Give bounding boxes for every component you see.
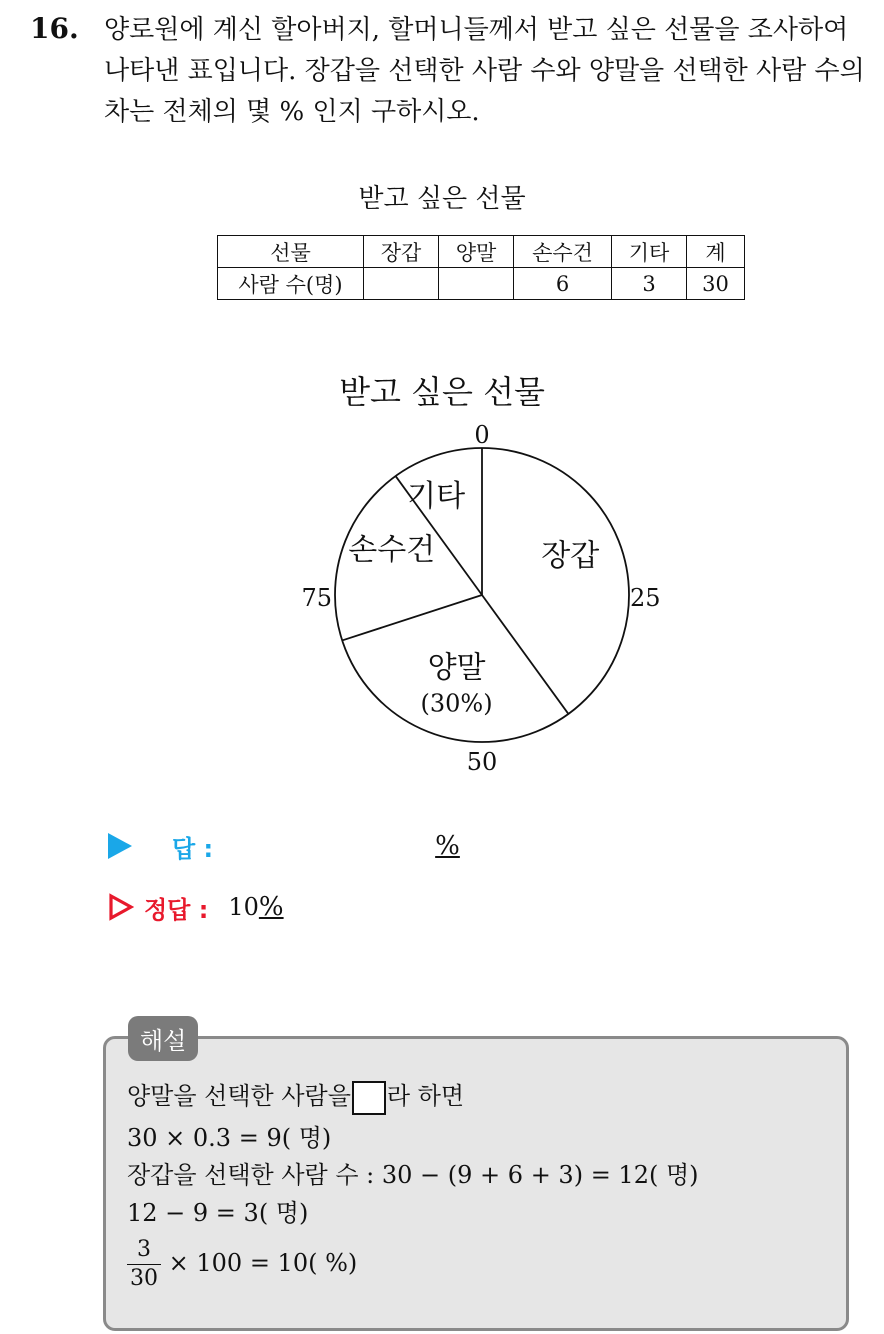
filled-triangle-icon <box>108 833 132 859</box>
solution-line-4: 12 − 9 = 3( 명) <box>127 1199 309 1227</box>
question-line-1: 양로원에 계신 할아버지, 할머니들께서 받고 싶은 선물을 조사하여 <box>104 15 849 45</box>
answer-row <box>108 826 460 866</box>
correct-answer-label: 정답 : <box>144 895 209 924</box>
fraction-denominator: 30 <box>130 1266 158 1291</box>
solution-line-1-post: 라 하면 <box>386 1082 465 1110</box>
outline-triangle-icon <box>108 893 134 921</box>
solution-line-1-pre: 양말을 선택한 사람을 <box>127 1082 351 1110</box>
header-cell-other: 기타 <box>612 236 687 268</box>
question-line-2: 나타낸 표입니다. 장갑을 선택한 사람 수와 양말을 선택한 사람 수의 <box>104 56 865 86</box>
pie-slice-label: 기타 <box>407 478 466 514</box>
answer-label: 답 : <box>172 834 214 863</box>
header-cell-total: 계 <box>687 236 745 268</box>
pie-scale-tick: 75 <box>301 584 332 612</box>
table-title: 받고 싶은 선물 <box>358 184 526 214</box>
header-cell-handkerchief: 손수건 <box>514 236 612 268</box>
header-cell-gloves: 장갑 <box>364 236 439 268</box>
fraction-numerator: 3 <box>127 1236 161 1265</box>
solution-tag: 해설 <box>128 1016 198 1061</box>
pie-slice-sublabel: (30%) <box>420 689 493 718</box>
pie-scale-tick: 50 <box>466 748 498 776</box>
other-count-cell: 3 <box>612 268 687 300</box>
pie-chart-title: 받고 싶은 선물 <box>339 373 545 411</box>
solution-line-2: 30 × 0.3 = 9( 명) <box>127 1124 332 1152</box>
header-cell-socks: 양말 <box>439 236 514 268</box>
pie-scale-tick: 25 <box>630 584 661 612</box>
pie-scale-tick: 0 <box>474 421 490 449</box>
handkerchief-count-cell: 6 <box>514 268 612 300</box>
correct-answer-row <box>108 887 284 927</box>
total-count-cell: 30 <box>687 268 745 300</box>
question-number: 16. <box>30 12 79 45</box>
pie-slice-label: 양말 <box>427 650 486 686</box>
blank-box <box>352 1081 386 1115</box>
answer-unit: % <box>435 831 460 861</box>
solution-line-5 <box>127 1236 357 1293</box>
solution-line-5-post: × 100 = 10( %) <box>168 1249 358 1277</box>
question-line-3: 차는 전체의 몇 % 인지 구하시오. <box>104 97 480 127</box>
correct-answer-value: 10 <box>228 893 259 921</box>
fraction <box>127 1236 161 1293</box>
correct-answer-unit: % <box>258 892 284 922</box>
solution-line-1 <box>127 1076 464 1115</box>
row-label-cell: 사람 수(명) <box>218 268 364 300</box>
pie-slice-label: 손수건 <box>348 532 436 568</box>
solution-line-3: 장갑을 선택한 사람 수 : 30 − (9 + 6 + 3) = 12( 명) <box>127 1161 699 1189</box>
pie-slice-label: 장갑 <box>541 538 600 574</box>
header-cell-gift: 선물 <box>218 236 364 268</box>
